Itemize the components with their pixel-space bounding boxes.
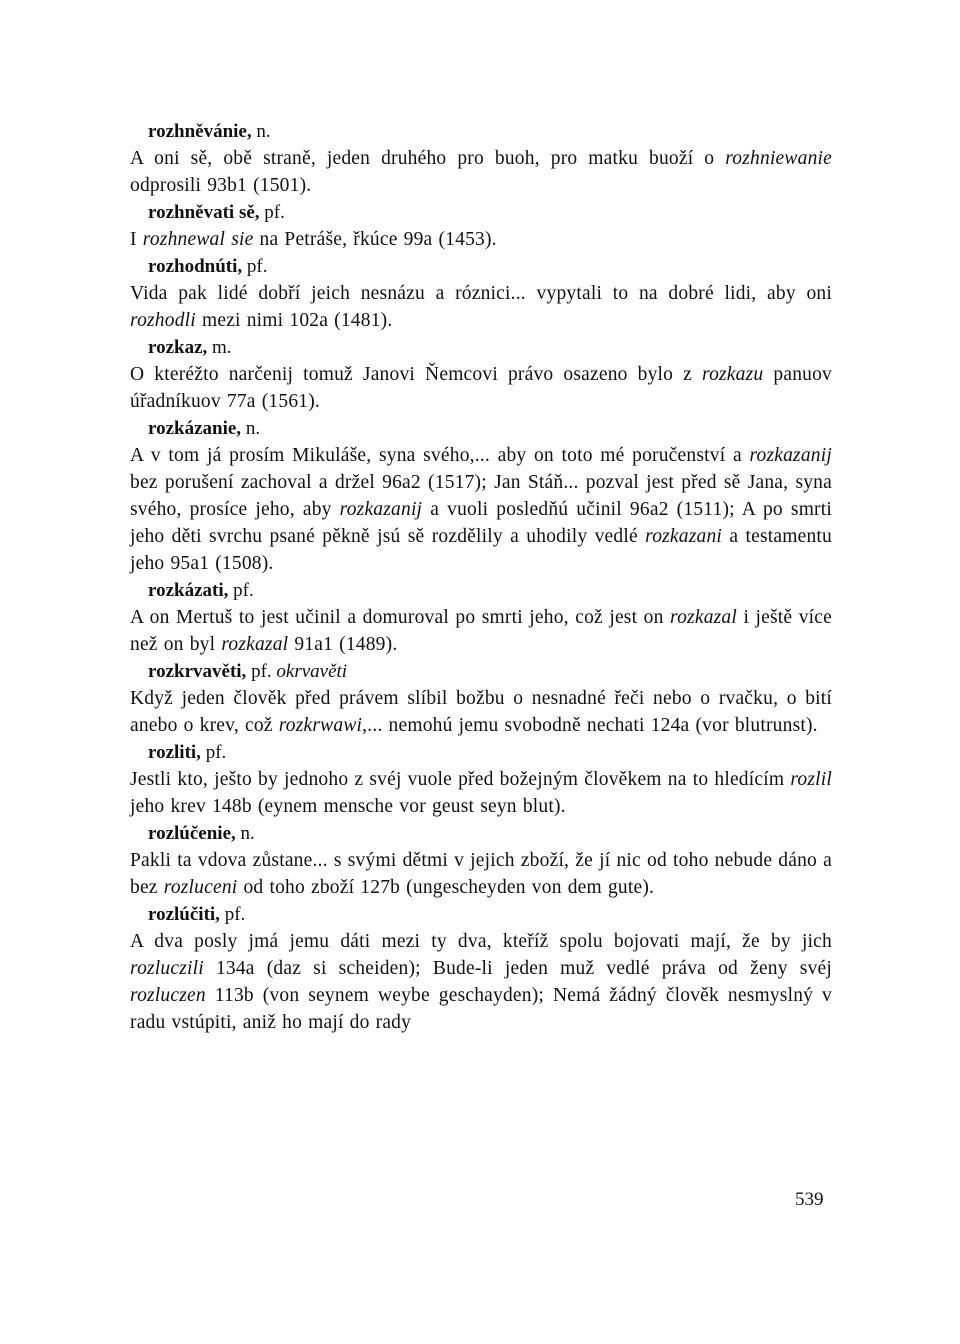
entry-grammar: pf. (224, 904, 246, 925)
dictionary-entry (130, 658, 832, 739)
entry-grammar: n. (256, 121, 271, 142)
dictionary-entry (130, 820, 832, 901)
dictionary-entry (130, 415, 832, 577)
entry-grammar: pf. (264, 202, 285, 223)
entry-headword-line (130, 118, 832, 145)
entry-headword-line (130, 739, 832, 766)
dictionary-entry (130, 253, 832, 334)
entry-headword-line (130, 901, 832, 928)
entry-headword-line (130, 415, 832, 442)
entry-headword-line (130, 334, 832, 361)
entry-text: Jestli kto, ješto by jednoho z svéj vuole před božejným člověkem na to hledícím rozlil jeho krev 148b (eynem mensche vor geust seyn blut). (130, 769, 832, 817)
entry-text: I rozhnewal sie na Petráše, řkúce 99a (1453). (130, 229, 497, 250)
entry-grammar: n. (240, 823, 255, 844)
entry-headword-line (130, 199, 832, 226)
entry-grammar: pf. (246, 256, 268, 277)
dictionary-entry (130, 199, 832, 253)
entry-text: O kteréžto narčenij tomuž Janovi Ňemcovi právo osazeno bylo z rozkazu panuov úřadníkuov 77a (1561). (130, 364, 832, 412)
entry-text: A dva posly jmá jemu dáti mezi ty dva, kteříž spolu bojovati mají, že by jich rozluczili 134a (daz si scheiden); Bude-li jeden muž vedlé práva od ženy svéj rozluczen 113b (von seynem weybe geschayden); Nemá žádný člověk nesmyslný v radu vstúpiti, aniž ho mají do rady (130, 931, 832, 1033)
entry-text: A v tom já prosím Mikuláše, syna svého,... aby on toto mé poručenství a rozkazanij bez porušení zachoval a držel 96a2 (1517); Jan Stáň... pozval jest před sě Jana, syna svého, prosíce jeho, aby rozkazanij a vuoli posledňú učinil 96a2 (1511); A po smrti jeho děti svrchu psané pěkně jsú sě rozdělily a uhodily vedlé rozkazani a testamentu jeho 95a1 (1508). (130, 445, 832, 574)
dictionary-entry (130, 577, 832, 658)
entry-headword: rozhněvati sě, (148, 202, 260, 223)
entry-text: A oni sě, obě straně, jeden druhého pro buoh, pro matku buoží o rozhniewanie odprosili 93b1 (1501). (130, 148, 832, 196)
entry-headword-line (130, 577, 832, 604)
entry-text: A on Mertuš to jest učinil a domuroval po smrti jeho, což jest on rozkazal i ještě více než on byl rozkazal 91a1 (1489). (130, 607, 833, 655)
entry-headword: rozhodnúti, (148, 256, 243, 277)
entry-headword-line (130, 658, 832, 685)
dictionary-entry (130, 334, 832, 415)
entry-grammar: m. (212, 337, 232, 358)
entry-headword: rozlúčenie, (148, 823, 236, 844)
page-number: 539 (795, 1189, 824, 1210)
entry-headword: rozlúčiti, (148, 904, 220, 925)
entry-headword-line (130, 820, 832, 847)
entry-grammar: pf. (251, 661, 272, 682)
entry-grammar: pf. (205, 742, 227, 763)
entry-text: Pakli ta vdova zůstane... s svými dětmi v jejich zboží, že jí nic od toho nebude dáno a bez rozluceni od toho zboží 127b (ungescheyden von dem gute). (130, 850, 832, 898)
entry-grammar: pf. (233, 580, 254, 601)
entry-text: Když jeden člověk před právem slíbil božbu o nesnadné řeči nebo o rvačku, o bití anebo o krev, což rozkrwawi,... nemohú jemu svobodně nechati 124a (vor blutrunst). (130, 688, 832, 736)
dictionary-entry (130, 739, 832, 820)
entry-headword: rozkázanie, (148, 418, 242, 439)
dictionary-entry (130, 118, 832, 199)
entry-headword: rozkaz, (148, 337, 208, 358)
entry-variant: okrvavěti (276, 661, 348, 682)
entry-headword: rozhněvánie, (148, 121, 252, 142)
entry-headword: rozkrvavěti, (148, 661, 247, 682)
entry-grammar: n. (245, 418, 261, 439)
dictionary-entry (130, 901, 832, 1036)
entry-headword-line (130, 253, 832, 280)
dictionary-page (130, 118, 832, 1036)
entry-text: Vida pak lidé dobří jeich nesnázu a róznici... vypytali to na dobré lidi, aby oni rozhodli mezi nimi 102a (1481). (130, 283, 832, 331)
entry-headword: rozliti, (148, 742, 201, 763)
entry-headword: rozkázati, (148, 580, 229, 601)
